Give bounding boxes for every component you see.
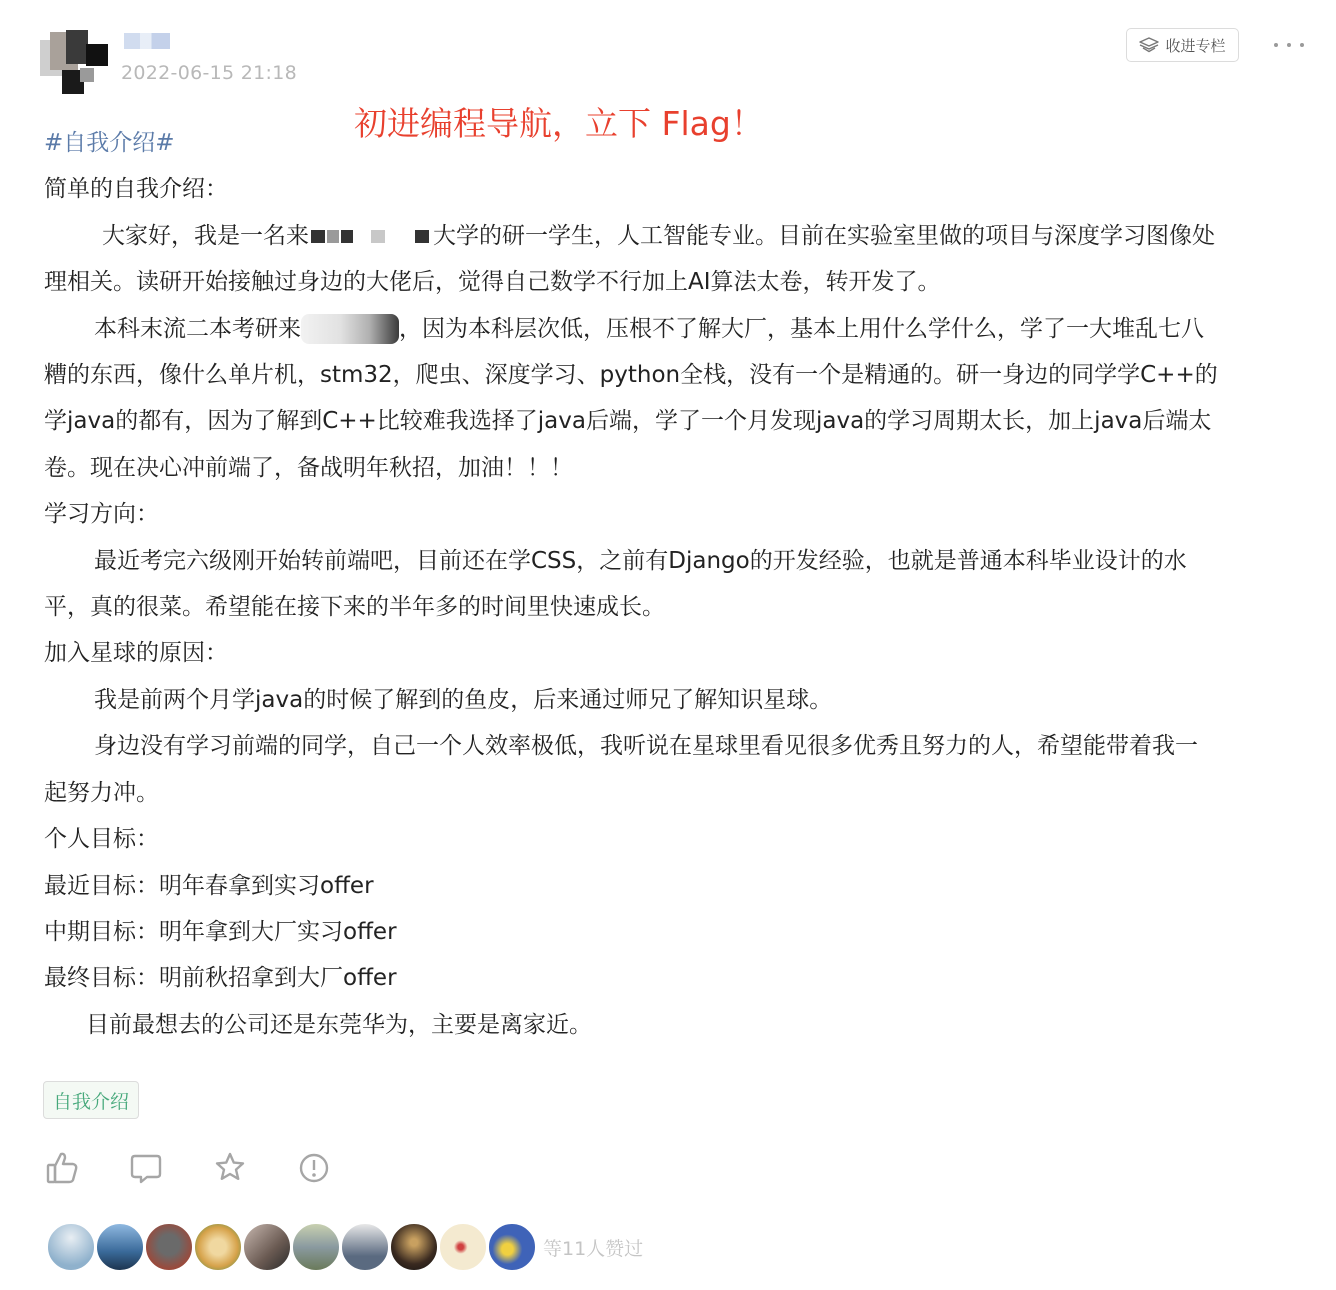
likers-row (46, 1222, 643, 1272)
section-heading: 学习方向： (44, 501, 159, 528)
liker-avatar[interactable] (389, 1222, 439, 1272)
liker-avatar[interactable] (291, 1222, 341, 1272)
liker-avatar[interactable] (95, 1222, 145, 1272)
report-icon[interactable] (298, 1150, 330, 1186)
star-icon[interactable] (214, 1150, 246, 1186)
paragraph-line: 卷。现在决心冲前端了，备战明年秋招，加油！！！ (44, 454, 573, 481)
liker-avatar[interactable] (193, 1222, 243, 1272)
thumbs-up-icon[interactable] (46, 1150, 78, 1186)
paragraph-line: 本科末流二本考研来 ，因为本科层次低，压根不了解大厂，基本上用什么学什么，学了一大堆乱七八 (44, 306, 1304, 352)
liker-avatar[interactable] (144, 1222, 194, 1272)
comment-icon[interactable] (130, 1150, 162, 1186)
paragraph-line: 我是前两个月学java的时候了解到的鱼皮，后来通过师兄了解知识星球。 (94, 686, 833, 713)
paragraph-line: 目前最想去的公司还是东莞华为，主要是离家近。 (86, 1011, 592, 1038)
post-content (44, 120, 1304, 1048)
paragraph-line: 理相关。读研开始接触过身边的大佬后，觉得自己数学不行加上AI算法太卷，转开发了。 (44, 269, 941, 296)
section-heading: 加入星球的原因： (44, 640, 228, 667)
liker-avatar[interactable] (46, 1222, 96, 1272)
liker-avatar[interactable] (340, 1222, 390, 1272)
goal-line: 最近目标：明年春拿到实习offer (44, 872, 374, 899)
paragraph-line: 大家好，我是一名来 大学的研一学生，人工智能专业。目前在实验室里做的项目与深度学习图像处 (102, 222, 1215, 249)
red-annotation-title: 初进编程导航，立下 Flag！ (354, 104, 764, 143)
redacted-text (311, 227, 431, 245)
paragraph-line: 平，真的很菜。希望能在接下来的半年多的时间里快速成长。 (44, 594, 665, 621)
paragraph-line: 最近考完六级刚开始转前端吧，目前还在学CSS，之前有Django的开发经验，也就是普通本科毕业设计的水 (94, 547, 1187, 574)
post-timestamp: 2022-06-15 21:18 (121, 62, 298, 84)
goal-line: 最终目标：明前秋招拿到大厂offer (44, 965, 397, 992)
liker-avatar[interactable] (242, 1222, 292, 1272)
likes-count[interactable]: 等11人赞过 (543, 1237, 644, 1260)
collect-label: 收进专栏 (1165, 36, 1226, 55)
layers-icon (1139, 37, 1159, 53)
paragraph-line: 学java的都有，因为了解到C++比较难我选择了java后端，学了一个月发现java的学习周期太长，加上java后端太 (44, 408, 1212, 435)
avatar[interactable] (40, 30, 110, 94)
liker-avatar[interactable] (487, 1222, 537, 1272)
redacted-text (301, 314, 399, 344)
paragraph-line: 糟的东西，像什么单片机，stm32，爬虫、深度学习、python全栈，没有一个是精通的。研一身边的同学学C++的 (44, 362, 1218, 389)
action-bar (46, 1150, 330, 1186)
username[interactable] (124, 33, 170, 49)
topic-tag[interactable]: 自我介绍 (43, 1081, 139, 1119)
section-heading: 简单的自我介绍： (44, 176, 228, 203)
section-heading: 个人目标： (44, 826, 159, 853)
collect-to-column-button[interactable] (1126, 28, 1239, 62)
goal-line: 中期目标：明年拿到大厂实习offer (44, 918, 397, 945)
topic-hashtag[interactable]: #自我介绍# (44, 130, 175, 156)
paragraph-line: 身边没有学习前端的同学，自己一个人效率极低，我听说在星球里看见很多优秀且努力的人，希望能带着我一 (94, 733, 1198, 760)
paragraph-line: 起努力冲。 (44, 779, 159, 806)
liker-avatar[interactable] (438, 1222, 488, 1272)
more-dots-icon[interactable] (1274, 34, 1304, 56)
